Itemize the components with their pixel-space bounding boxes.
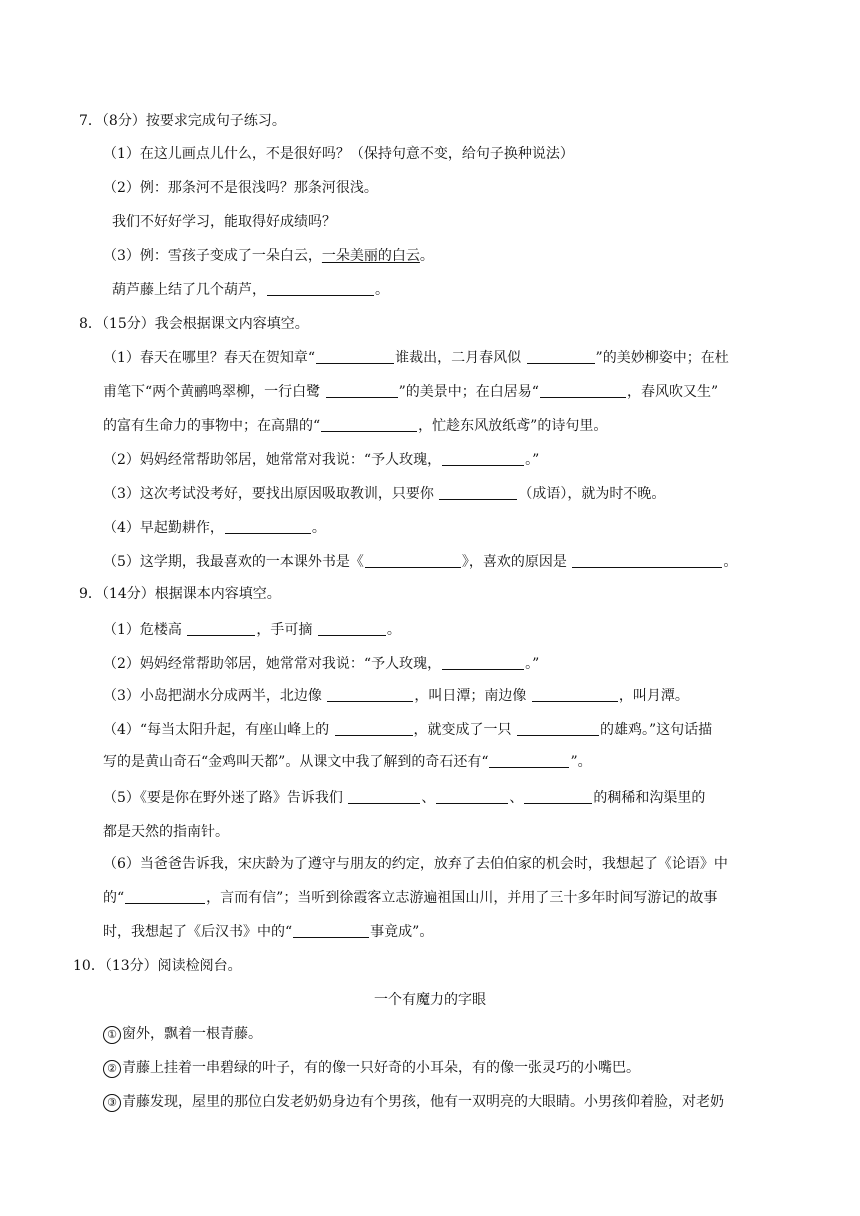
answer-blank[interactable] (267, 281, 374, 296)
underlined-example: 一朵美丽的白云 (321, 248, 420, 264)
q7-item-3-example: （3）例：雪孩子变成了一朵白云，一朵美丽的白云。 (103, 248, 434, 264)
q9-item-6-line-1: （6）当爸爸告诉我，宋庆龄为了遵守与朋友的约定，放弃了去伯伯家的机会时，我想起了《论语》中 (103, 856, 728, 872)
answer-blank[interactable] (527, 349, 595, 364)
q9-item-6-line-3: 时，我想起了《后汉书》中的“ 事竟成”。 (103, 924, 434, 940)
answer-blank[interactable] (318, 621, 386, 636)
answer-blank[interactable] (327, 687, 413, 702)
answer-blank[interactable] (321, 417, 417, 432)
q9-item-1: （1）危楼高 ，手可摘 。 (103, 622, 401, 638)
q9-item-5-line-1: （5）《要是你在野外迷了路》告诉我们 、 、 的稠稀和沟渠里的 (103, 790, 706, 806)
answer-blank[interactable] (572, 553, 722, 568)
answer-blank[interactable] (187, 621, 255, 636)
answer-blank[interactable] (436, 789, 508, 804)
q8-item-3: （3）这次考试没考好，要找出原因吸取教训，只要你 （成语），就为时不晚。 (103, 486, 666, 502)
answer-blank[interactable] (225, 519, 311, 534)
answer-blank[interactable] (125, 889, 205, 904)
answer-blank[interactable] (442, 655, 524, 670)
answer-blank[interactable] (365, 553, 461, 568)
q7-item-2-question: 我们不好好学习，能取得好成绩吗？ (112, 214, 336, 230)
answer-blank[interactable] (326, 383, 398, 398)
answer-blank[interactable] (524, 789, 592, 804)
q9-heading: 9．（14分）根据课本内容填空。 (79, 586, 281, 602)
answer-blank[interactable] (439, 485, 517, 500)
paragraph-number: ③ (103, 1094, 121, 1112)
passage-title: 一个有魔力的字眼 (374, 992, 486, 1008)
answer-blank[interactable] (316, 349, 394, 364)
q9-item-6-line-2: 的“ ，言而有信”；当听到徐霞客立志游遍祖国山川，并用了三十多年时间写游记的故事 (103, 890, 718, 906)
answer-blank[interactable] (489, 753, 569, 768)
q8-item-1-line-3: 的富有生命力的事物中；在高鼎的“ ，忙趁东风放纸鸢”的诗句里。 (103, 418, 608, 434)
q9-item-2: （2）妈妈经常帮助邻居，她常常对我说：“予人玫瑰， 。” (103, 656, 540, 672)
answer-blank[interactable] (442, 451, 524, 466)
passage-paragraph-2: ② 青藤上挂着一串碧绿的叶子，有的像一只好奇的小耳朵，有的像一张灵巧的小嘴巴。 (103, 1058, 640, 1078)
q7-item-2-example: （2）例：那条河不是很浅吗？那条河很浅。 (103, 180, 378, 196)
paragraph-number: ② (103, 1060, 121, 1078)
answer-blank[interactable] (348, 789, 420, 804)
passage-paragraph-3: ③ 青藤发现，屋里的那位白发老奶奶身边有个男孩，他有一双明亮的大眼睛。小男孩仰着脸，对老奶 (103, 1092, 724, 1112)
answer-blank[interactable] (335, 721, 413, 736)
q9-item-5-line-2: 都是天然的指南针。 (103, 824, 229, 840)
answer-blank[interactable] (517, 721, 599, 736)
q9-item-4-line-2: 写的是黄山奇石“金鸡叫天都”。从课文中我了解到的奇石还有“ ”。 (103, 754, 592, 770)
q8-item-5: （5）这学期，我最喜欢的一本课外书是《 》，喜欢的原因是 。 (103, 554, 738, 570)
q7-item-1: （1）在这儿画点儿什么，不是很好吗？（保持句意不变，给句子换种说法） (103, 146, 574, 162)
q8-item-1-line-1: （1）春天在哪里？春天在贺知章“ 谁裁出，二月春风似 ”的美妙柳姿中；在杜 (103, 350, 729, 366)
q8-heading: 8．（15分）我会根据课文内容填空。 (79, 316, 309, 332)
q7-heading: 7．（8分）按要求完成句子练习。 (79, 113, 286, 129)
q7-item-3-task: 葫芦藤上结了几个葫芦， 。 (112, 282, 389, 298)
paragraph-number: ① (103, 1026, 121, 1044)
answer-blank[interactable] (293, 923, 369, 938)
passage-paragraph-1: ① 窗外，飘着一根青藤。 (103, 1024, 262, 1044)
q8-item-1-line-2: 甫笔下“两个黄鹂鸣翠柳，一行白鹭 ”的美景中；在白居易“ ，春风吹又生” (103, 384, 719, 400)
q8-item-2: （2）妈妈经常帮助邻居，她常常对我说：“予人玫瑰， 。” (103, 452, 540, 468)
q9-item-3: （3）小岛把湖水分成两半，北边像 ，叫日潭；南边像 ，叫月潭。 (103, 688, 689, 704)
q10-heading: 10．（13分）阅读检阅台。 (73, 958, 242, 974)
q8-item-4: （4）早起勤耕作， 。 (103, 520, 326, 536)
answer-blank[interactable] (540, 383, 626, 398)
answer-blank[interactable] (532, 687, 618, 702)
q9-item-4-line-1: （4）“每当太阳升起，有座山峰上的 ，就变成了一只 的雄鸡。”这句话描 (103, 722, 713, 738)
